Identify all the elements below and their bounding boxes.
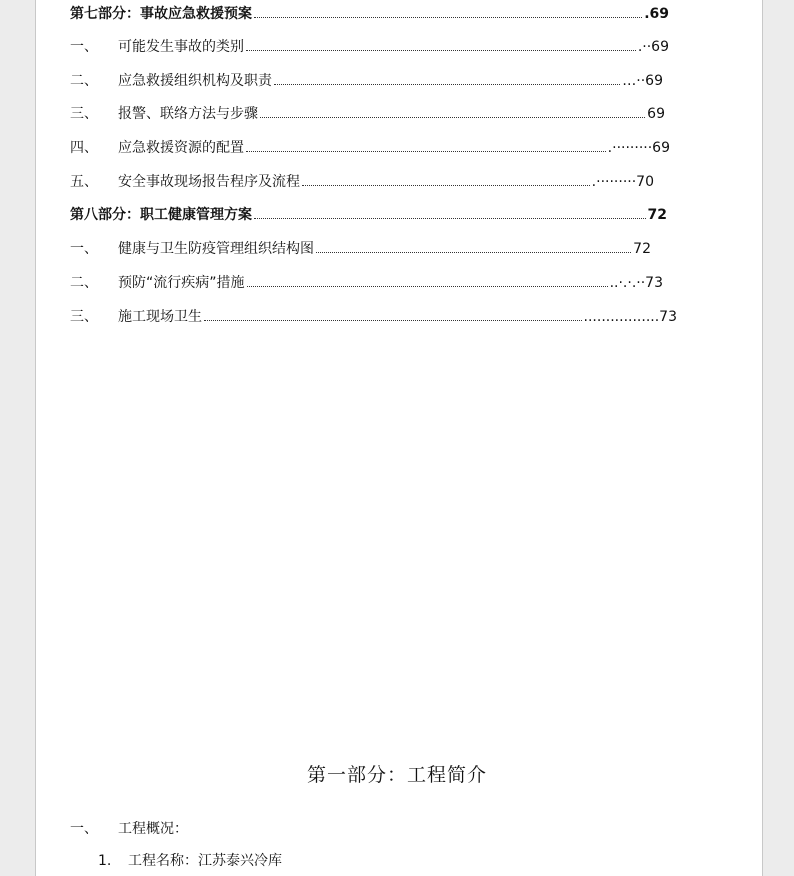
- toc-leader: [247, 286, 608, 287]
- toc-entry-title: 健康与卫生防疫管理组织结构图: [118, 241, 314, 257]
- toc-leader: [246, 151, 606, 152]
- toc-entry[interactable]: [70, 238, 651, 260]
- toc-entry[interactable]: [70, 306, 677, 328]
- list-item-text: 工程名称：江苏泰兴冷库: [128, 853, 282, 869]
- section-heading: [70, 818, 188, 840]
- toc-entry-title: 预防“流行疾病”措施: [118, 275, 245, 291]
- toc-leader: [302, 185, 590, 186]
- toc-entry-page: .69: [644, 6, 669, 22]
- list-item-number: 1.: [98, 853, 112, 869]
- toc-entry-title: 第八部分：职工健康管理方案: [70, 207, 252, 223]
- toc-entry-title: 施工现场卫生: [118, 309, 202, 325]
- toc-entry-number: 二、: [70, 275, 98, 291]
- toc-entry[interactable]: [70, 3, 669, 25]
- toc-entry[interactable]: [70, 171, 654, 193]
- toc-leader: [254, 17, 642, 18]
- toc-entry-number: 一、: [70, 39, 98, 55]
- list-item: [98, 850, 282, 872]
- toc-entry-page: 72: [633, 241, 651, 257]
- toc-entry-title: 应急救援资源的配置: [118, 140, 244, 156]
- document-page: [35, 0, 763, 876]
- toc-entry[interactable]: [70, 137, 670, 159]
- toc-entry-number: 二、: [70, 73, 98, 89]
- toc-entry-page: 69: [647, 106, 665, 122]
- toc-entry[interactable]: [70, 70, 663, 92]
- toc-entry-title: 安全事故现场报告程序及流程: [118, 174, 300, 190]
- toc-leader: [260, 117, 645, 118]
- toc-entry-page: .·········69: [607, 140, 670, 156]
- toc-entry-page: .··69: [637, 39, 669, 55]
- toc-entry-number: 三、: [70, 309, 98, 325]
- toc-entry-number: 四、: [70, 140, 98, 156]
- section-heading-number: 一、: [70, 821, 98, 837]
- toc-entry-page: .................73: [583, 309, 677, 325]
- toc-entry-page: 72: [647, 207, 667, 223]
- toc-entry-number: 一、: [70, 241, 98, 257]
- toc-entry-title: 可能发生事故的类别: [118, 39, 244, 55]
- toc-entry[interactable]: [70, 272, 663, 294]
- toc-leader: [274, 84, 620, 85]
- toc-leader: [204, 320, 582, 321]
- toc-leader: [316, 252, 631, 253]
- toc-entry-page: .·········70: [591, 174, 654, 190]
- toc-entry[interactable]: [70, 103, 665, 125]
- toc-entry-page: ..·.·.··73: [609, 275, 663, 291]
- toc-entry-page: …··69: [622, 73, 663, 89]
- toc-entry-number: 三、: [70, 106, 98, 122]
- section-title: 第一部分：工程简介: [306, 764, 487, 786]
- toc-entry-number: 五、: [70, 174, 98, 190]
- toc-leader: [246, 50, 636, 51]
- toc-entry-title: 第七部分：事故应急救援预案: [70, 6, 252, 22]
- section-heading-text: 工程概况：: [118, 821, 188, 837]
- toc-entry[interactable]: [70, 36, 669, 58]
- toc-entry-title: 应急救援组织机构及职责: [118, 73, 272, 89]
- toc-entry-title: 报警、联络方法与步骤: [118, 106, 258, 122]
- toc-entry[interactable]: [70, 204, 667, 226]
- toc-leader: [254, 218, 646, 219]
